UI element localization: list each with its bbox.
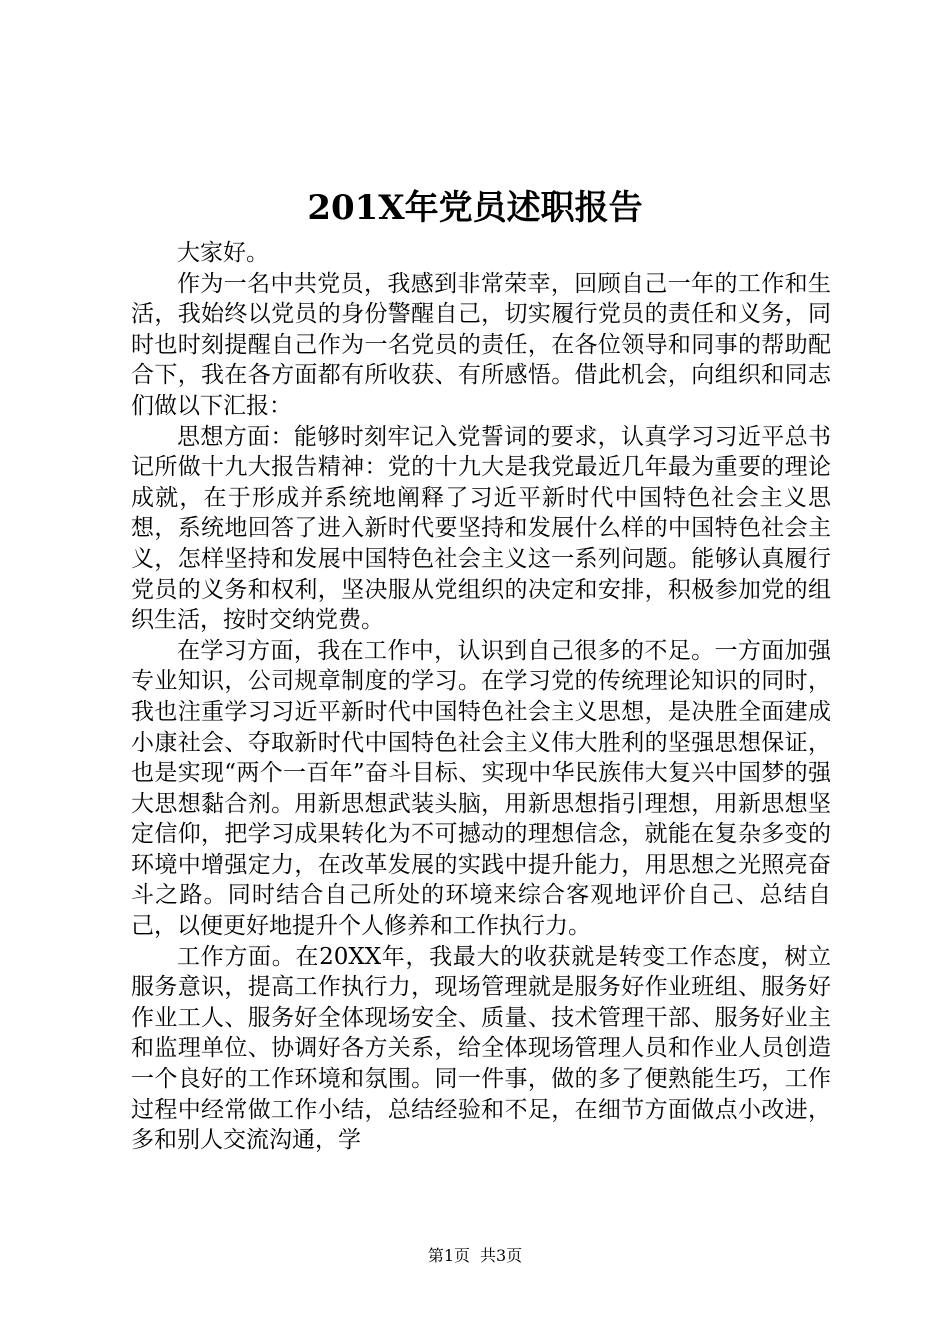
document-body xyxy=(131,238,831,1156)
page-footer xyxy=(0,1245,950,1267)
paragraph-greeting: 大家好。 xyxy=(177,240,269,266)
page-number-current: 第1页 xyxy=(427,1246,470,1265)
paragraph-work: 工作方面。在20XX年，我最大的收获就是转变工作态度，树立服务意识，提高工作执行力，现场管理就是服务好作业班组、服务好作业工人、服务好全体现场安全、质量、技术管理干部、服务好业主和监理单位、协调好各方关系，给全体现场管理人员和作业人员创造一个良好的工作环境和氛围。同一件事，做的多了便熟能生巧，工作过程中经常做工作小结，总结经验和不足，在细节方面做点小改进，多和别人交流沟通，学 xyxy=(131,943,831,1154)
paragraph-introduction: 作为一名中共党员，我感到非常荣幸，回顾自己一年的工作和生活，我始终以党员的身份警醒自己，切实履行党员的责任和义务，同时也时刻提醒自己作为一名党员的责任，在各位领导和同事的帮助配合下，我在各方面都有所收获、有所感悟。借此机会，向组织和同志们做以下汇报： xyxy=(131,270,831,419)
document-title: 201X年党员述职报告 xyxy=(307,188,643,228)
paragraph-study: 在学习方面，我在工作中，认识到自己很多的不足。一方面加强专业知识，公司规章制度的学习。在学习党的传统理论知识的同时，我也注重学习习近平新时代中国特色社会主义思想，是决胜全面建成小康社会、夺取新时代中国特色社会主义伟大胜利的坚强思想保证，也是实现“两个一百年”奋斗目标、实现中华民族伟大复兴中国梦的强大思想黏合剂。用新思想武装头脑，用新思想指引理想，用新思想坚定信仰，把学习成果转化为不可撼动的理想信念，就能在复杂多变的环境中增强定力，在改革发展的实践中提升能力，用思想之光照亮奋斗之路。同时结合自己所处的环境来综合客观地评价自己、总结自己，以便更好地提升个人修养和工作执行力。 xyxy=(131,637,831,940)
paragraph-ideology: 思想方面：能够时刻牢记入党誓词的要求，认真学习习近平总书记所做十九大报告精神：党的十九大是我党最近几年最为重要的理论成就，在于形成并系统地阐释了习近平新时代中国特色社会主义思想，系统地回答了进入新时代要坚持和发展什么样的中国特色社会主义，怎样坚持和发展中国特色社会主义这一系列问题。能够认真履行党员的义务和权利，坚决服从党组织的决定和安排，积极参加党的组织生活，按时交纳党费。 xyxy=(131,423,831,634)
page-number-total: 共3页 xyxy=(480,1246,523,1265)
